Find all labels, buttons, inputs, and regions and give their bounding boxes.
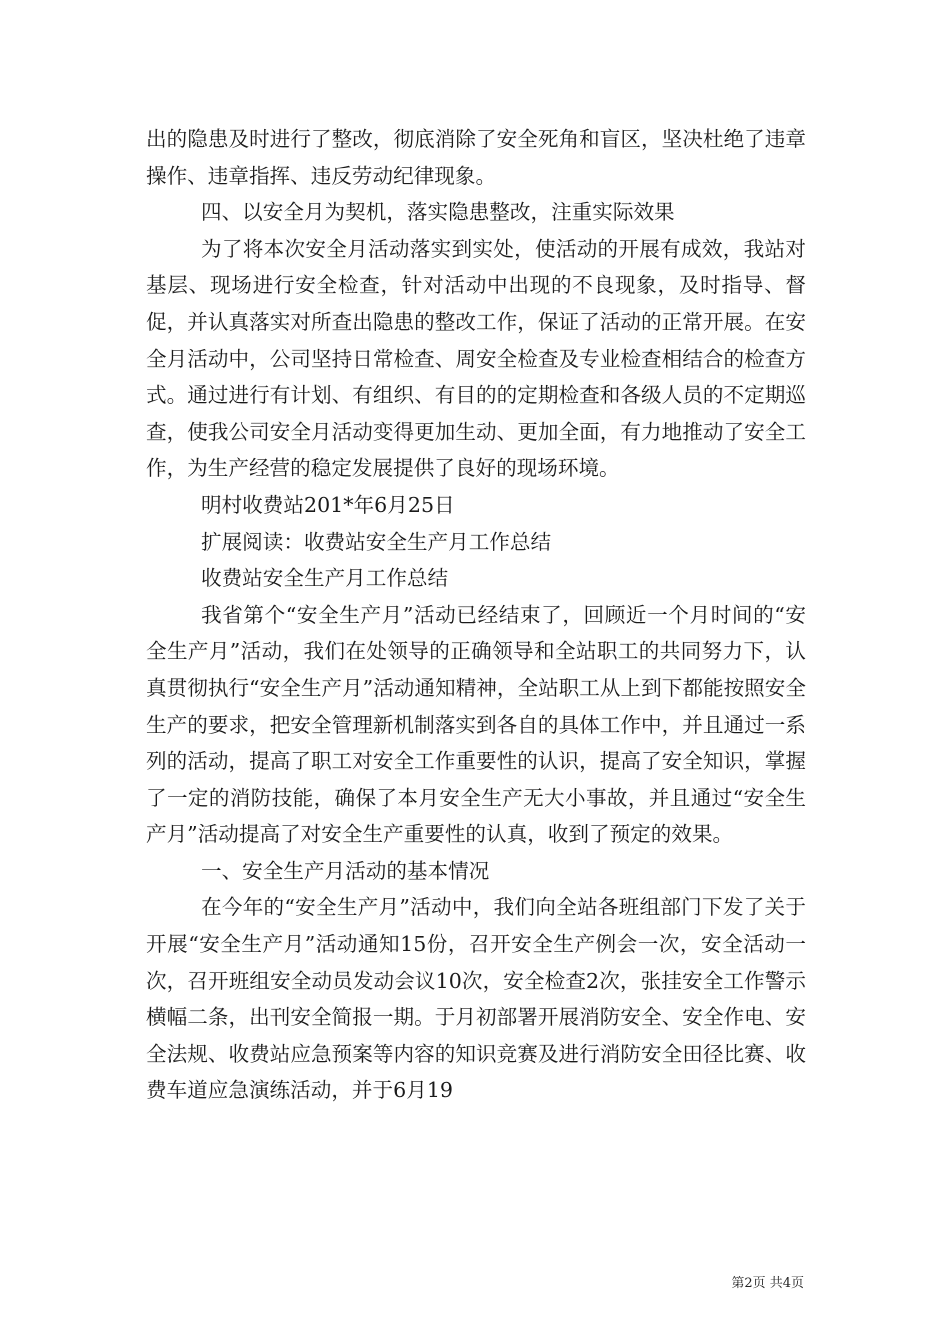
paragraph-continuation: 出的隐患及时进行了整改，彻底消除了安全死角和盲区，坚决杜绝了违章操作、违章指挥、违反劳动纪律现象。 <box>146 127 806 188</box>
paragraph-summary-intro: 我省第个“安全生产月”活动已经结束了，回顾近一个月时间的“安全生产月”活动，我们在处领导的正确领导和全站职工的共同努力下，认真贯彻执行“安全生产月”活动通知精神，全站职工从上到下都能按照安全生产的要求，把安全管理新机制落实到各自的具体工作中，并且通过一系列的活动，提高了职工对安全工作重要性的认识，提高了安全知识，掌握了一定的消防技能，确保了本月安全生产无大小事故，并且通过“安全生产月”活动提高了对安全生产重要性的认真，收到了预定的效果。 <box>146 602 806 847</box>
extended-reading-line: 扩展阅读：收费站安全生产月工作总结 <box>201 529 552 554</box>
section-heading-1: 一、安全生产月活动的基本情况 <box>201 858 490 883</box>
page-number-footer: 第2页 共4页 <box>731 1276 804 1291</box>
paragraph-inspection: 为了将本次安全月活动落实到实处，使活动的开展有成效，我站对基层、现场进行安全检查，针对活动中出现的不良现象，及时指导、督促，并认真落实对所查出隐患的整改工作，保证了活动的正常开展。在安全月活动中，公司坚持日常检查、周安全检查及专业检查相结合的检查方式。通过进行有计划、有组织、有目的的定期检查和各级人员的不定期巡查，使我公司安全月活动变得更加生动、更加全面，有力地推动了安全工作，为生产经营的稳定发展提供了良好的现场环境。 <box>146 236 806 481</box>
paragraph-activity-details: 在今年的“安全生产月”活动中，我们向全站各班组部门下发了关于开展“安全生产月”活动通知15份，召开安全生产例会一次，安全活动一次，召开班组安全动员发动会议10次，安全检查2次，张挂安全工作警示横幅二条，出刊安全简报一期。于月初部署开展消防安全、安全作电、安全法规、收费站应急预案等内容的知识竞赛及进行消防安全田径比赛、收费车道应急演练活动，并于6月19 <box>146 895 806 1103</box>
section-heading-4: 四、以安全月为契机，落实隐患整改，注重实际效果 <box>201 200 675 225</box>
signature-date-line: 明村收费站201*年6月25日 <box>201 492 455 517</box>
document-body <box>146 121 806 1109</box>
document-subtitle: 收费站安全生产月工作总结 <box>201 566 449 591</box>
